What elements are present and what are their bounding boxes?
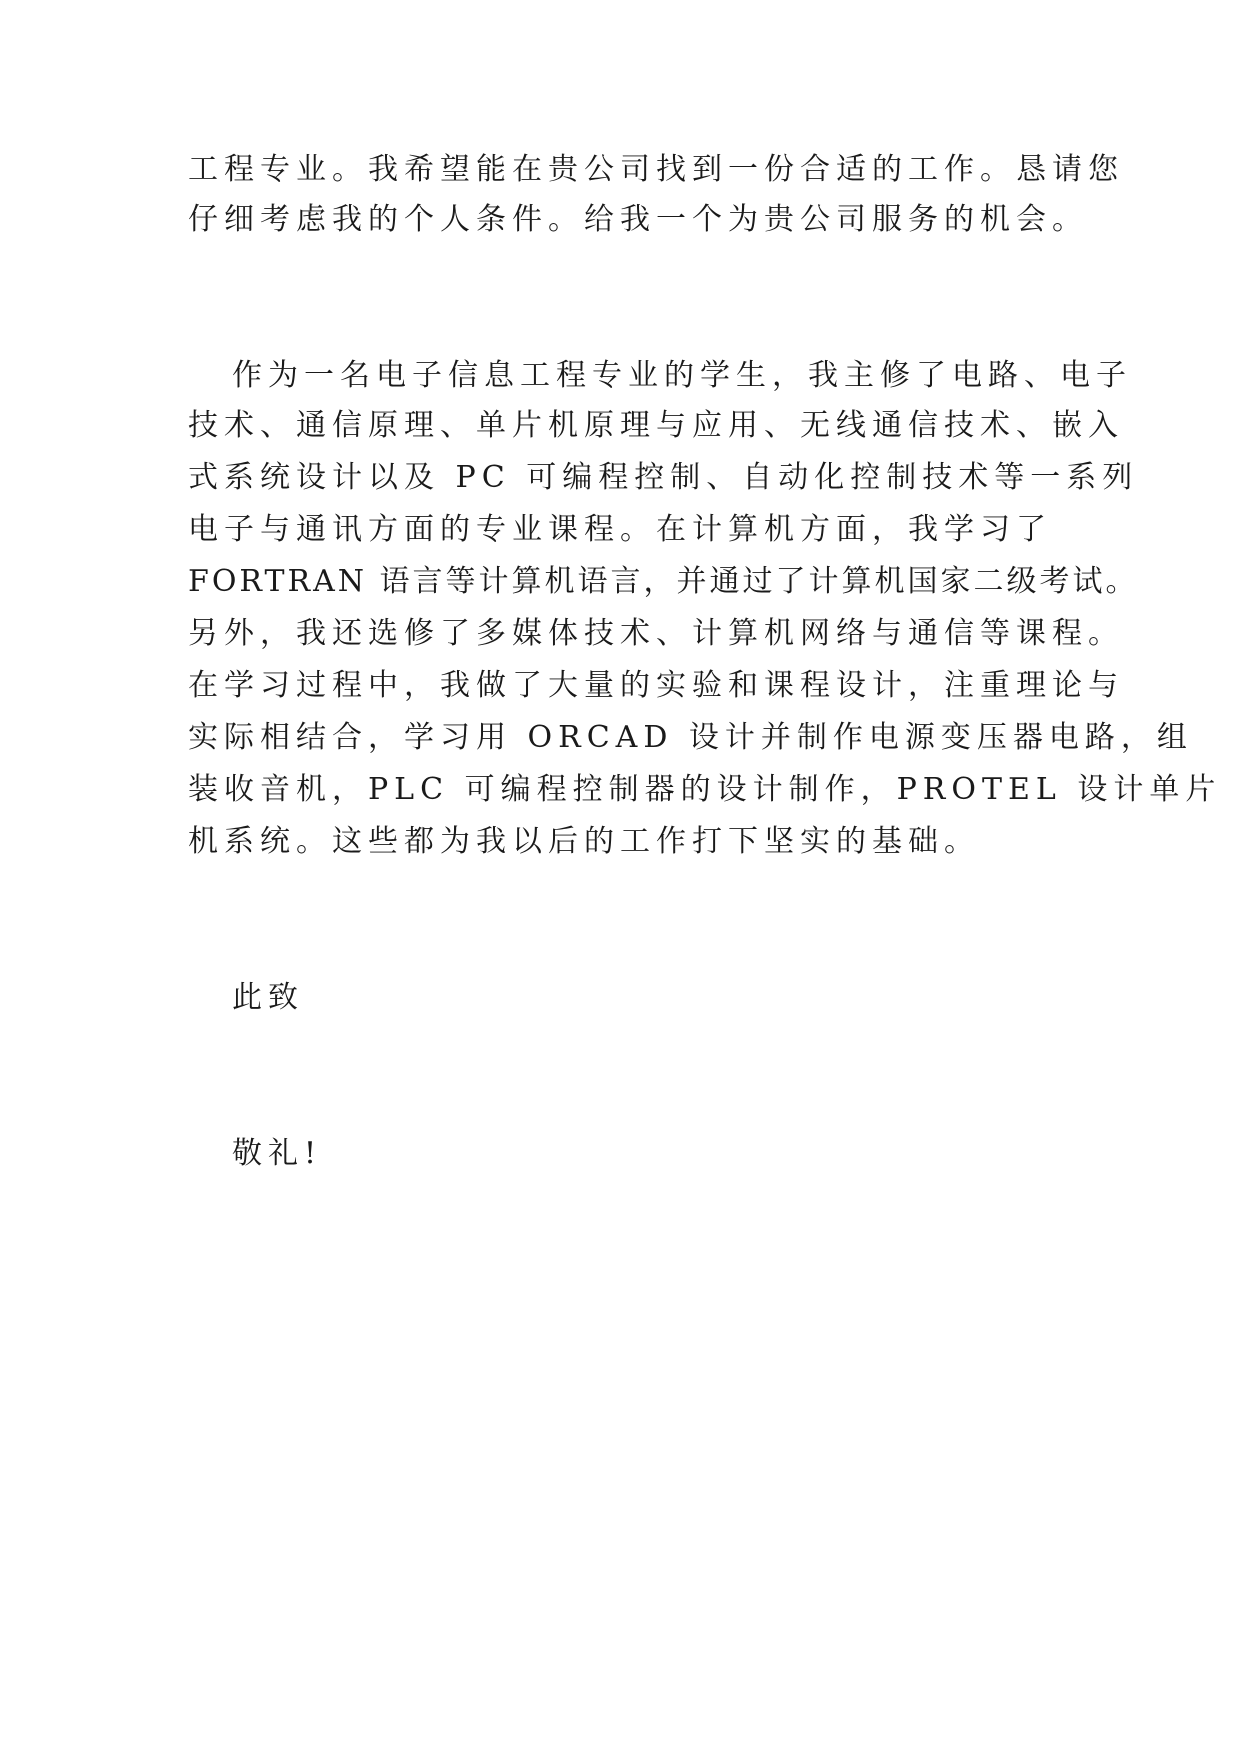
paragraph-1-line-2: 仔细考虑我的个人条件。给我一个为贵公司服务的机会。 — [188, 202, 1088, 237]
paragraph-2-line-7: 在学习过程中，我做了大量的实验和课程设计，注重理论与 — [188, 668, 1124, 703]
paragraph-2-line-6: 另外，我还选修了多媒体技术、计算机网络与通信等课程。 — [188, 616, 1124, 651]
paragraph-2-line-3: 式系统设计以及 PC 可编程控制、自动化控制技术等一系列 — [188, 460, 1139, 495]
paragraph-2-line-8: 实际相结合，学习用 ORCAD 设计并制作电源变压器电路，组 — [188, 720, 1193, 755]
paragraph-2-line-1: 作为一名电子信息工程专业的学生，我主修了电路、电子 — [232, 358, 1132, 393]
paragraph-1-line-1: 工程专业。我希望能在贵公司找到一份合适的工作。恳请您 — [188, 152, 1124, 187]
paragraph-2-line-10: 机系统。这些都为我以后的工作打下坚实的基础。 — [188, 824, 980, 859]
paragraph-2-line-5: FORTRAN 语言等计算机语言，并通过了计算机国家二级考试。 — [188, 564, 1139, 599]
paragraph-2-line-4: 电子与通讯方面的专业课程。在计算机方面，我学习了 — [188, 512, 1052, 547]
closing-text: 此致 — [232, 980, 304, 1015]
paragraph-2-line-9: 装收音机，PLC 可编程控制器的设计制作，PROTEL 设计单片 — [188, 772, 1222, 807]
salutation-text: 敬礼! — [232, 1136, 323, 1171]
paragraph-2-line-2: 技术、通信原理、单片机原理与应用、无线通信技术、嵌入 — [188, 408, 1124, 443]
